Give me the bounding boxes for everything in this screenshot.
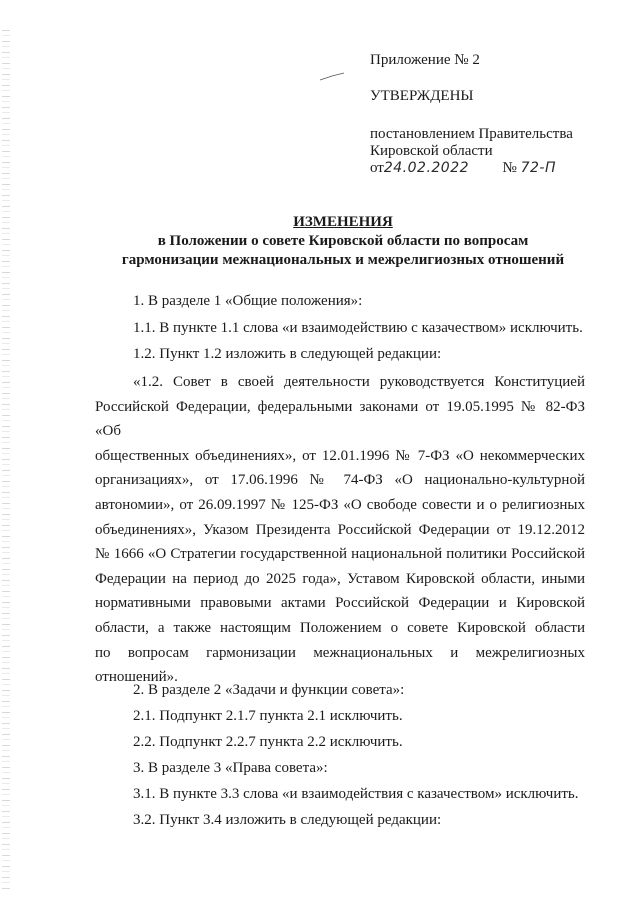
quote-block bbox=[95, 370, 585, 690]
quote-line: Российской Федерации, федеральными законами от 19.05.1995 № 82-ФЗ «Об bbox=[95, 398, 585, 440]
appendix-label: Приложение № 2 bbox=[370, 52, 480, 68]
decree-line-1: постановлением Правительства bbox=[370, 126, 573, 142]
paragraph-1-1: 1.1. В пункте 1.1 слова «и взаимодействию с казачеством» исключить. bbox=[133, 320, 583, 336]
paragraph-3-1: 3.1. В пункте 3.3 слова «и взаимодействия с казачеством» исключить. bbox=[133, 786, 579, 802]
paragraph-3: 3. В разделе 3 «Права совета»: bbox=[133, 760, 328, 776]
number-prefix: № bbox=[502, 160, 517, 176]
quote-line: № 1666 «О Стратегии государственной национальной политики Российской bbox=[95, 546, 585, 563]
quote-line: нормативными правовыми актами Российской Федерации и Кировской bbox=[95, 595, 585, 612]
quote-line: Федерации на период до 2025 года», Уставом Кировской области, иными bbox=[95, 570, 585, 587]
paragraph-2-2: 2.2. Подпункт 2.2.7 пункта 2.2 исключить. bbox=[133, 734, 403, 750]
quote-line: объединениях», Указом Президента Российской Федерации от 19.12.2012 bbox=[95, 521, 585, 538]
handwritten-number: 72-П bbox=[520, 160, 556, 176]
title-subtitle-line-1: в Положении о совете Кировской области по вопросам bbox=[157, 233, 529, 249]
quote-line: автономии», от 26.09.1997 № 125-ФЗ «О свободе совести и о религиозных bbox=[95, 496, 585, 513]
quote-line: по вопросам гармонизации межнациональных и межрелигиозных bbox=[95, 644, 585, 661]
handwritten-date: 24.02.2022 bbox=[383, 160, 470, 176]
pen-stroke-mark bbox=[318, 72, 348, 82]
quote-line: отношений». bbox=[95, 669, 178, 686]
quote-line: организациях», от 17.06.1996 № 74-ФЗ «О национально-культурной bbox=[95, 472, 585, 489]
paragraph-1-2: 1.2. Пункт 1.2 изложить в следующей редакции: bbox=[133, 346, 442, 362]
paragraph-2-1: 2.1. Подпункт 2.1.7 пункта 2.1 исключить. bbox=[133, 708, 403, 724]
decree-line-2: Кировской области bbox=[370, 143, 493, 159]
paragraph-3-2: 3.2. Пункт 3.4 изложить в следующей редакции: bbox=[133, 812, 442, 828]
paragraph-2: 2. В разделе 2 «Задачи и функции совета»: bbox=[133, 682, 405, 698]
paragraph-1: 1. В разделе 1 «Общие положения»: bbox=[133, 293, 363, 309]
document-title bbox=[0, 213, 631, 270]
quote-line: области, а также настоящим Положением о совете Кировской области bbox=[95, 619, 585, 636]
title-heading: ИЗМЕНЕНИЯ bbox=[293, 214, 393, 230]
scan-margin-artifact bbox=[2, 30, 10, 890]
decree-date-number bbox=[370, 160, 556, 177]
quote-line: «1.2. Совет в своей деятельности руководствуется Конституцией bbox=[133, 374, 585, 390]
approved-label: УТВЕРЖДЕНЫ bbox=[370, 88, 474, 104]
title-subtitle-line-2: гармонизации межнациональных и межрелигиозных отношений bbox=[121, 252, 565, 268]
quote-line: общественных объединениях», от 12.01.1996 № 7-ФЗ «О некоммерческих bbox=[95, 447, 585, 464]
date-prefix: от bbox=[370, 160, 384, 176]
